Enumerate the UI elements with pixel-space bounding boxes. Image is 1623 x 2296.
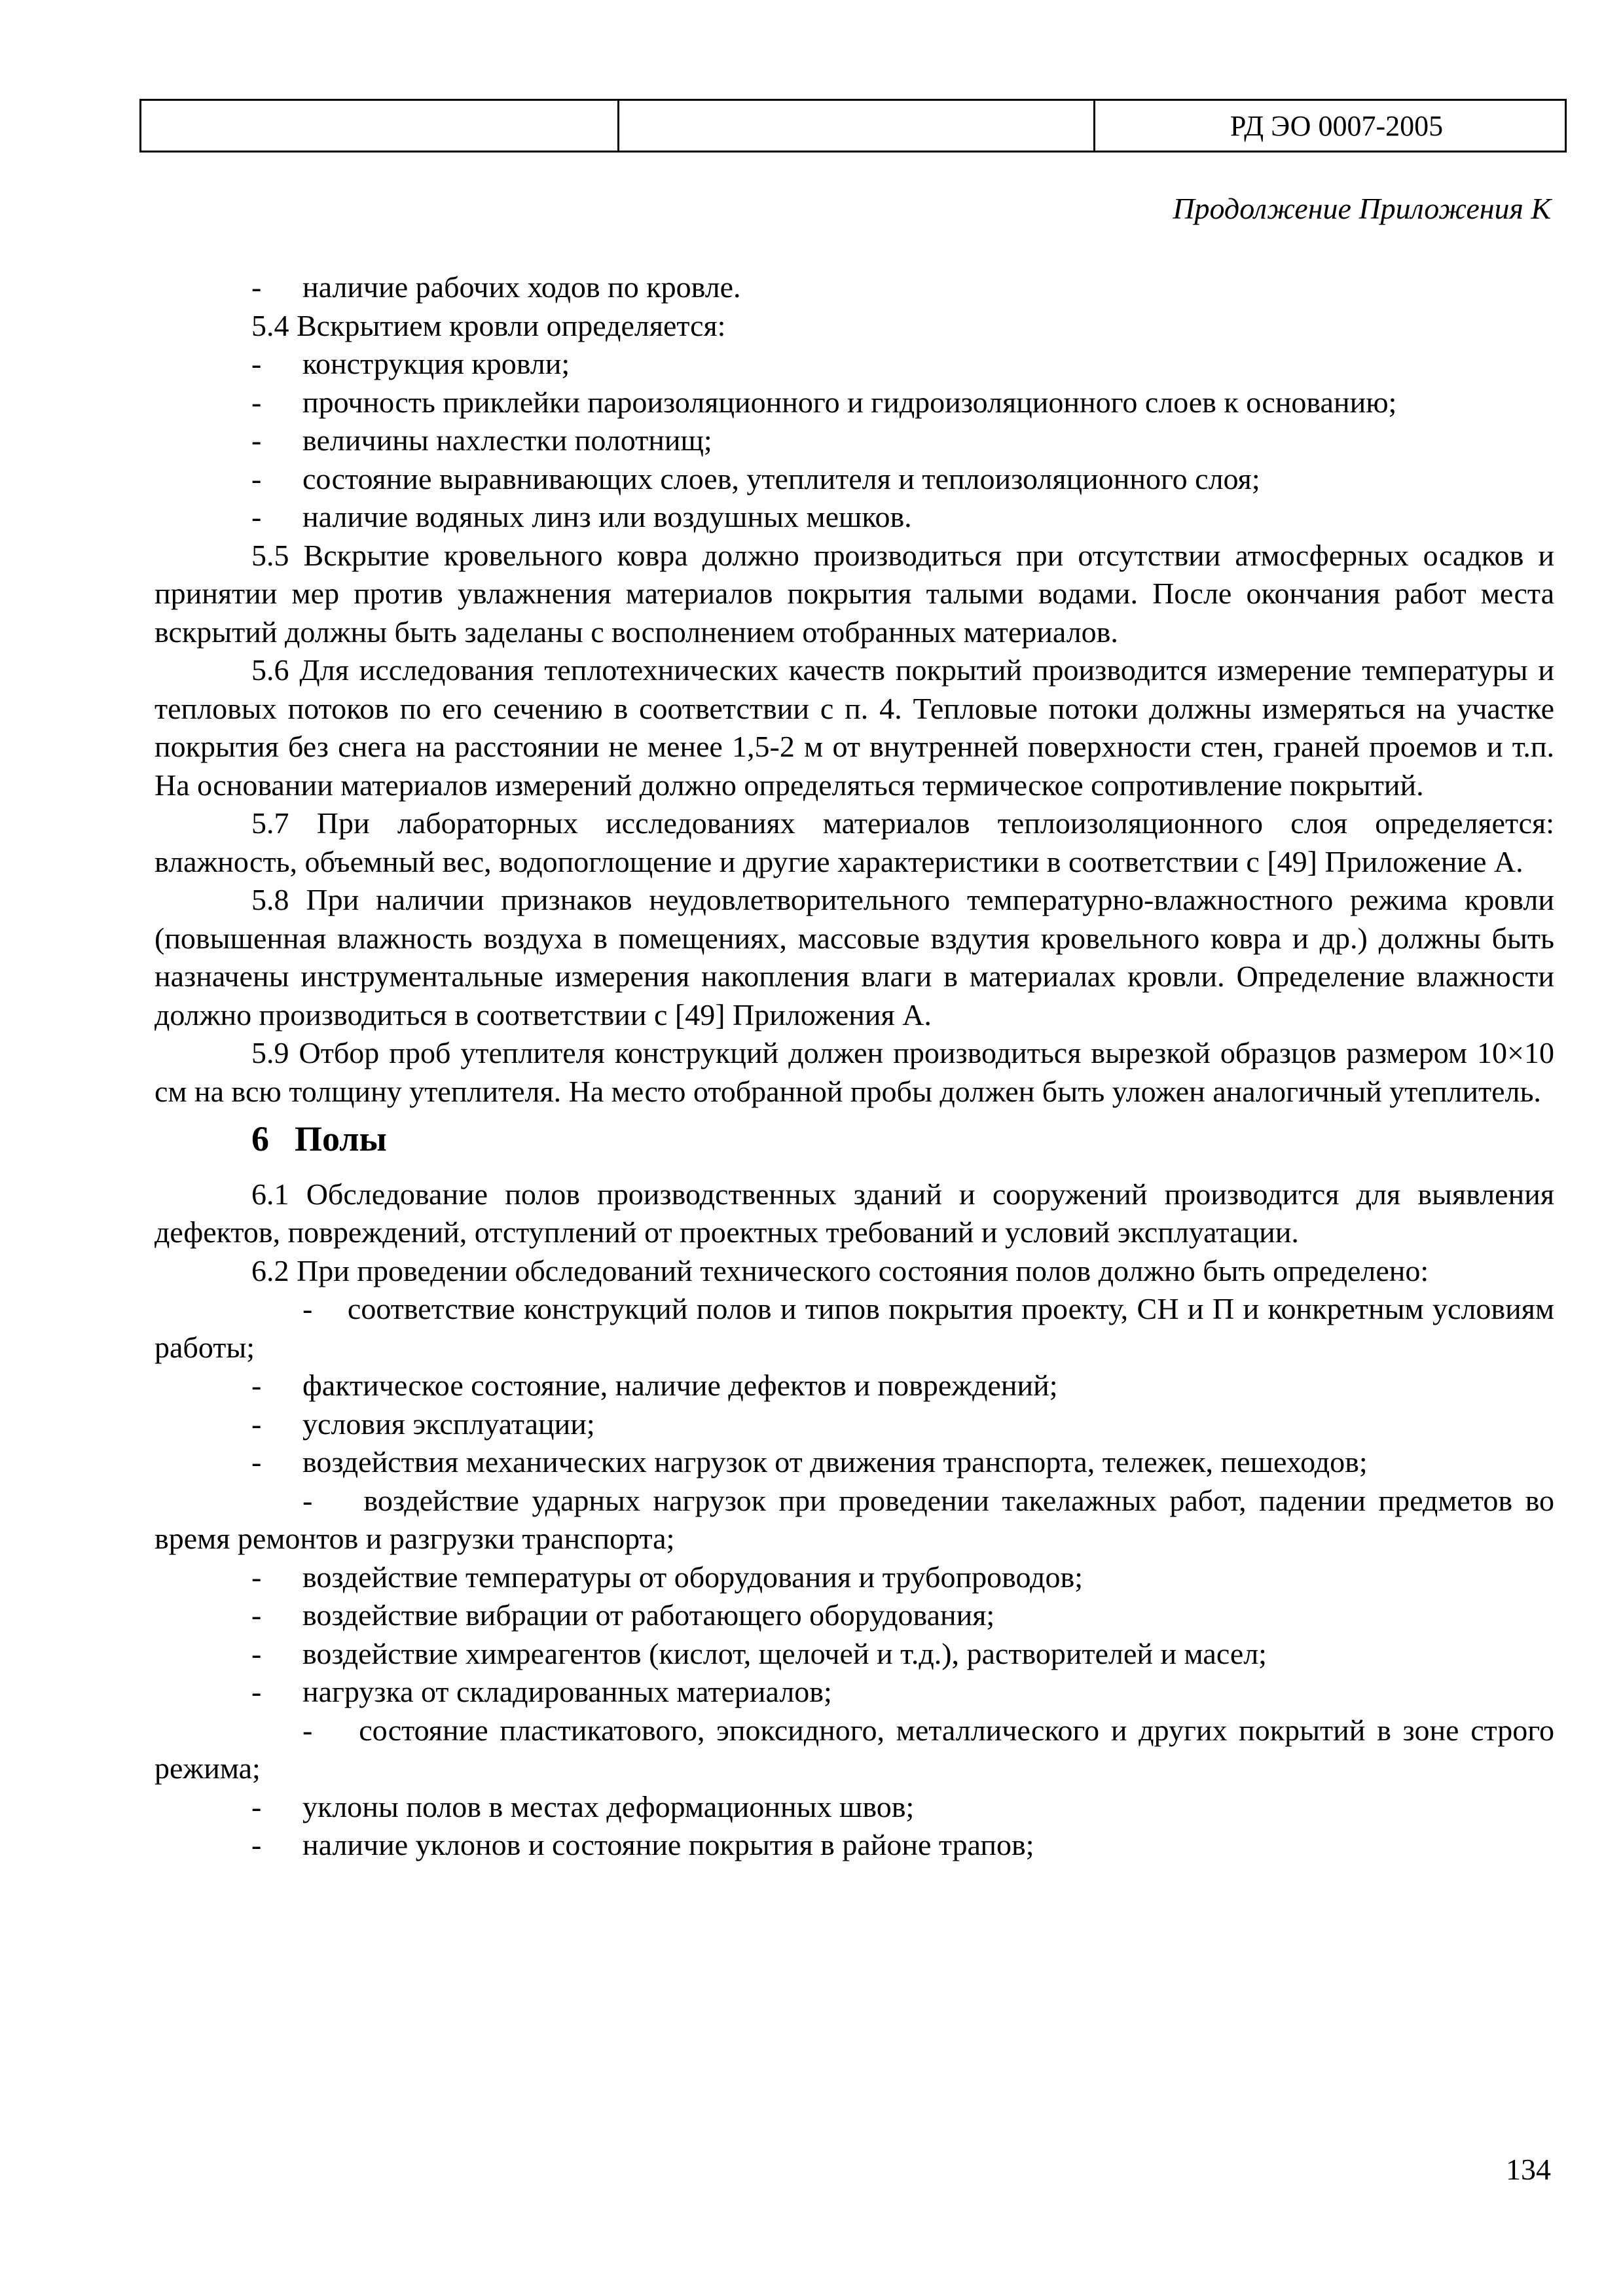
list-item: - состояние выравнивающих слоев, утеплителя и теплоизоляционного слоя; — [155, 460, 1554, 499]
section-title: Полы — [295, 1119, 387, 1158]
list-item: - конструкция кровли; — [155, 345, 1554, 384]
dash-marker: - — [251, 500, 262, 533]
dash-marker: - — [302, 1292, 313, 1325]
list-item: - наличие рабочих ходов по кровле. — [155, 268, 1554, 307]
dash-marker: - — [251, 1828, 262, 1861]
header-cell-empty-2 — [619, 101, 1095, 151]
list-item: - величины нахлестки полотнищ; — [155, 422, 1554, 460]
list-item: - воздействие температуры от оборудования и трубопроводов; — [155, 1558, 1554, 1597]
paragraph-5-6: 5.6 Для исследования теплотехнических качеств покрытий производится измерение температуры и тепловых потоков по его сечению в соответствии с п. 4. Тепловые потоки должны измеряться на участке покрытия без снега на расстоянии не менее 1,5-2 м от внутренней поверхности стен, граней проемов и т.п. На основании материалов измерений должно определяться термическое сопротивление покрытий. — [155, 653, 1554, 802]
dash-marker: - — [251, 461, 262, 495]
dash-marker: - — [251, 1445, 262, 1479]
dash-marker: - — [251, 270, 262, 304]
paragraph-6-2: 6.2 При проведении обследований технического состояния полов должно быть определено: — [251, 1253, 1429, 1287]
section-number: 6 — [251, 1119, 269, 1158]
list-item: - наличие уклонов и состояние покрытия в районе трапов; — [155, 1826, 1554, 1865]
header-cell-empty-1 — [141, 101, 619, 151]
continuation-note: Продолжение Приложения К — [1173, 192, 1551, 225]
dash-marker: - — [302, 1483, 313, 1517]
dash-marker: - — [251, 385, 262, 419]
list-item: - соответствие конструкций полов и типов покрытия проекту, СН и П и конкретным условиям работы; — [155, 1292, 1555, 1364]
section-heading — [251, 1120, 1554, 1158]
list-item: - фактическое состояние, наличие дефектов и повреждений; — [155, 1367, 1554, 1405]
header-table — [139, 99, 1567, 152]
dash-marker: - — [251, 1675, 262, 1708]
list-item: - условия эксплуатации; — [155, 1405, 1554, 1444]
paragraph-5-8: 5.8 При наличии признаков неудовлетворительного температурно-влажностного режима кровли (повышенная влажность воздуха в помещениях, массовые вздутия кровельного ковра и др.) должны быть назначены инструментальные измерения накопления влаги в материалах кровли. Определение влажности должно производиться в соответствии с [49] Приложения А. — [155, 883, 1554, 1031]
dash-marker: - — [302, 1713, 313, 1747]
dash-marker: - — [251, 1789, 262, 1823]
document-code: РД ЭО 0007-2005 — [1230, 109, 1444, 142]
paragraph-5-4: 5.4 Вскрытием кровли определяется: — [251, 308, 726, 342]
dash-marker: - — [251, 423, 262, 457]
list-item: - воздействие химреагентов (кислот, щелочей и т.д.), растворителей и масел; — [155, 1635, 1554, 1674]
paragraph-5-7: 5.7 При лабораторных исследованиях материалов теплоизоляционного слоя определяется: влажность, объемный вес, водопоглощение и другие характеристики в соответствии с [49] Приложение А. — [155, 806, 1554, 878]
paragraph-6-1: 6.1 Обследование полов производственных зданий и сооружений производится для выявления дефектов, повреждений, отступлений от проектных требований и условий эксплуатации. — [155, 1177, 1554, 1249]
document-body — [155, 268, 1554, 1865]
paragraph-5-5: 5.5 Вскрытие кровельного ковра должно производиться при отсутствии атмосферных осадков и принятии мер против увлажнения материалов покрытия талыми водами. После окончания работ места вскрытий должны быть заделаны с восполнением отобранных материалов. — [155, 538, 1554, 649]
dash-marker: - — [251, 1560, 262, 1594]
list-item: - нагрузка от складированных материалов; — [155, 1673, 1554, 1712]
dash-marker: - — [251, 347, 262, 380]
dash-marker: - — [251, 1369, 262, 1402]
dash-marker: - — [251, 1598, 262, 1632]
dash-marker: - — [251, 1636, 262, 1670]
list-item: - прочность приклейки пароизоляционного и гидроизоляционного слоев к основанию; — [155, 384, 1554, 422]
paragraph-5-9: 5.9 Отбор проб утеплителя конструкций должен производиться вырезкой образцов размером 10×10 см на всю толщину утеплителя. На место отобранной пробы должен быть уложен аналогичный утеплитель. — [155, 1036, 1554, 1108]
list-item: - наличие водяных линз или воздушных мешков. — [155, 498, 1554, 537]
page-number: 134 — [1506, 2153, 1551, 2186]
list-item: - воздействие ударных нагрузок при проведении такелажных работ, падении предметов во время ремонтов и разгрузки транспорта; — [155, 1483, 1554, 1555]
dash-marker: - — [251, 1407, 262, 1441]
list-item: - воздействия механических нагрузок от движения транспорта, тележек, пешеходов; — [155, 1443, 1554, 1482]
list-item: - воздействие вибрации от работающего оборудования; — [155, 1596, 1554, 1635]
list-item: - уклоны полов в местах деформационных швов; — [155, 1788, 1554, 1827]
list-item: - состояние пластикатового, эпоксидного, металлического и других покрытий в зоне строго режима; — [155, 1713, 1554, 1785]
